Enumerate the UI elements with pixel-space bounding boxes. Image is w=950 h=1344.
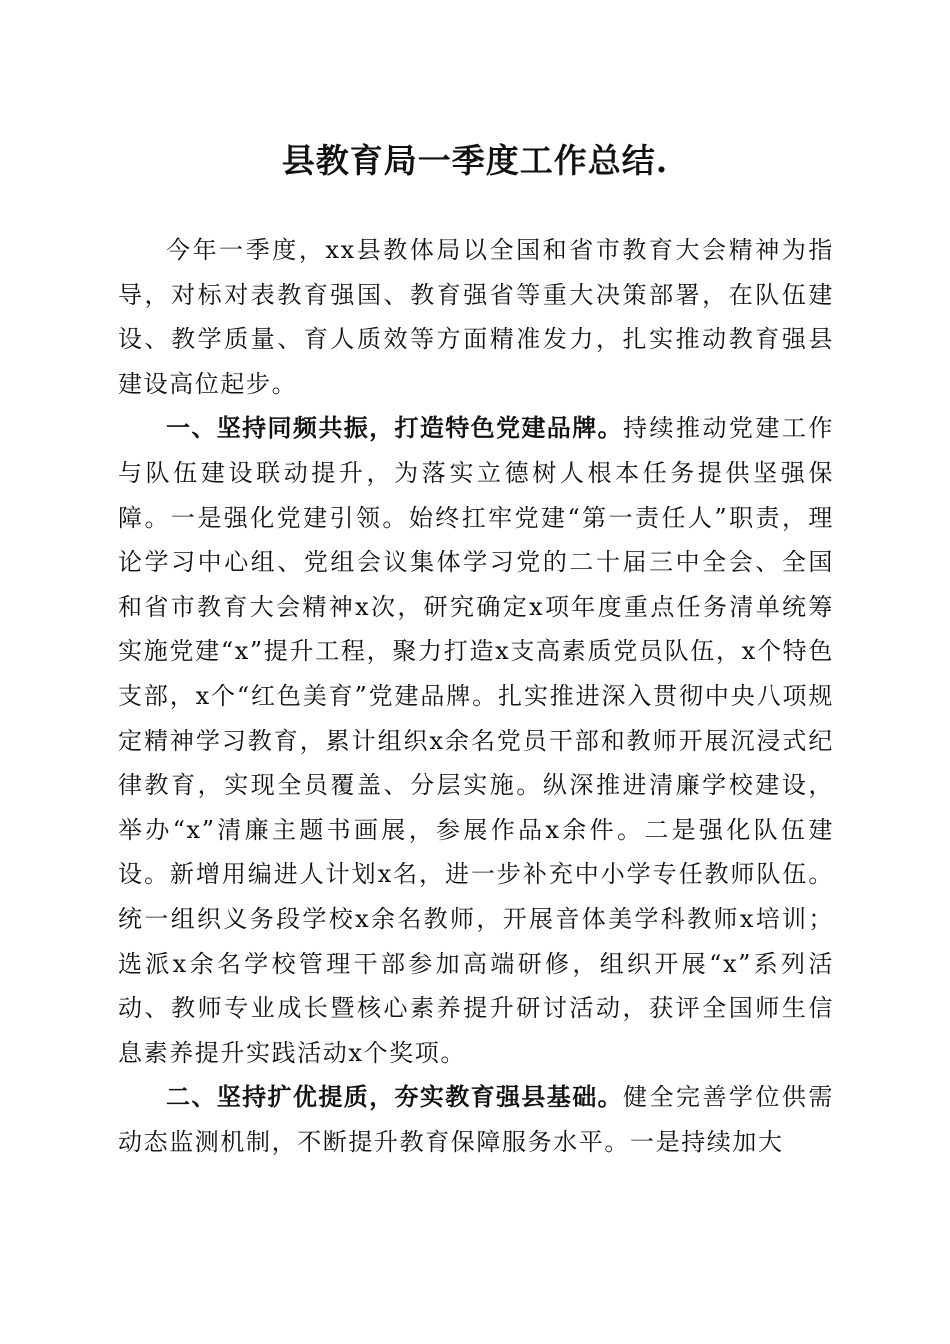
section-two-heading: 二、坚持扩优提质，夯实教育强县基础。 xyxy=(166,1083,623,1112)
paragraph-text: 持续推动党建工作与队伍建设联动提升，为落实立德树人根本任务提供坚强保障。一是强化党建引领。始终扛牢党建“第一责任人”职责，理论学习中心组、党组会议集体学习党的二十届三中全会、全国和省市教育大会精神x次，研究确定x项年度重点任务清单统筹实施党建“x”提升工程，聚力打造x支高素质党员队伍，x个特色支部，x个“红色美育”党建品牌。扎实推进深入贯彻中央八项规定精神学习教育，累计组织x余名党员干部和教师开展沉浸式纪律教育，实现全员覆盖、分层实施。纵深推进清廉学校建设，举办“x”清廉主题书画展，参展作品x余件。二是强化队伍建设。新增用编进人计划x名，进一步补充中小学专任教师队伍。统一组织义务段学校x余名教师，开展音体美学科教师x培训；选派x余名学校管理干部参加高端研修，组织开展“x”系列活动、教师专业成长暨核心素养提升研讨活动，获评全国师生信息素养提升实践活动x个奖项。 xyxy=(118,414,834,1067)
paragraph-text: 健全完善学位供需动态监测机制，不断提升教育保障服务水平。一是持续加大 xyxy=(118,1083,834,1156)
section-one-paragraph xyxy=(118,406,834,1075)
section-two-paragraph xyxy=(118,1075,834,1164)
document-title: 县教育局一季度工作总结. xyxy=(281,141,669,180)
intro-paragraph xyxy=(118,228,834,406)
paragraph-text: 今年一季度，xx县教体局以全国和省市教育大会精神为指导，对标对表教育强国、教育强省等重大决策部署，在队伍建设、教学质量、育人质效等方面精准发力，扎实推动教育强县建设高位起步。 xyxy=(118,236,834,398)
section-one-heading: 一、坚持同频共振，打造特色党建品牌。 xyxy=(166,414,623,443)
document-body xyxy=(118,228,834,1164)
